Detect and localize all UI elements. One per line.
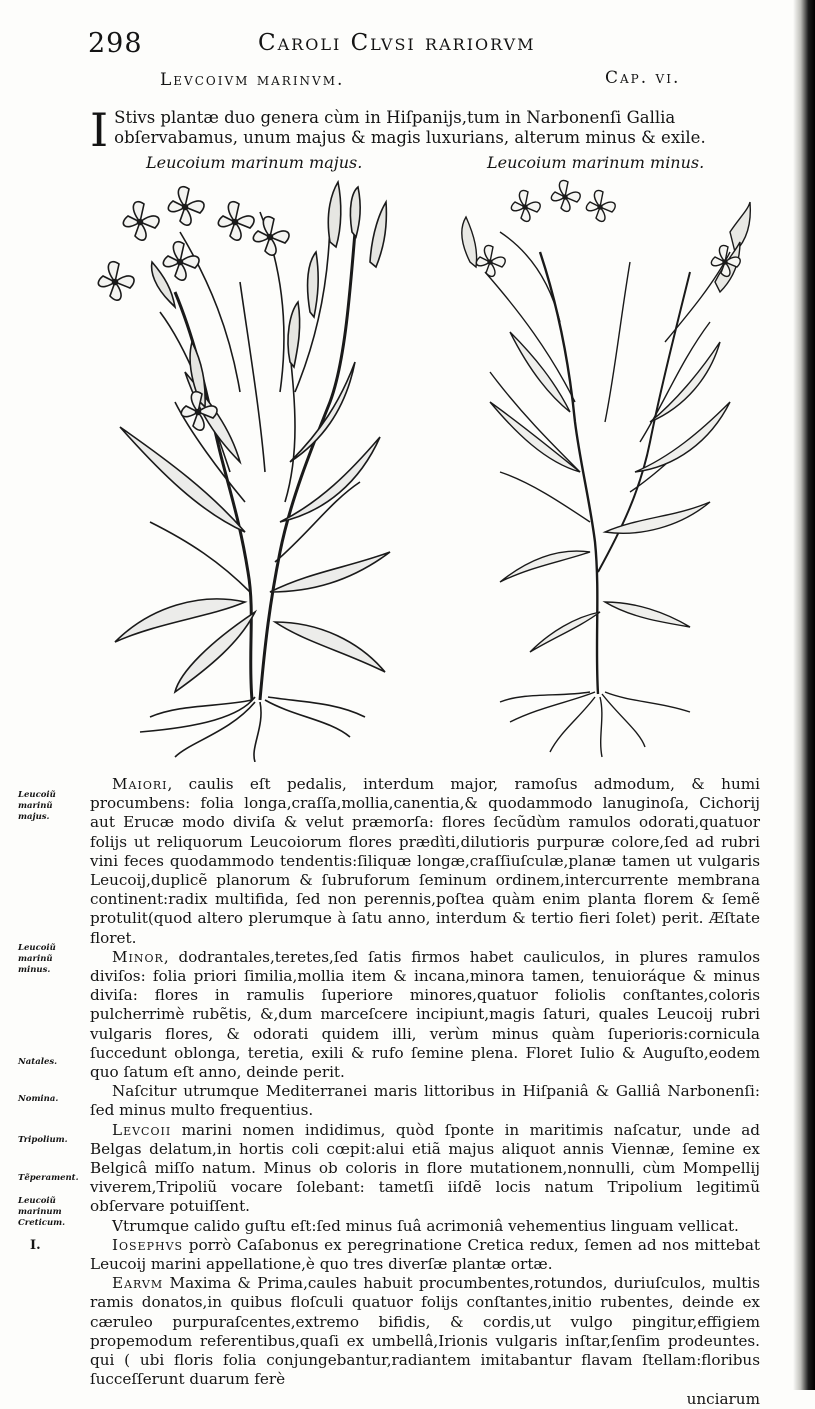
catchword: unciarum bbox=[686, 1389, 760, 1408]
intro-text: Stivs plantæ duo genera cùm in Hiſpanijs,tum in Narbonenſi Gallia obſervabamus, unum majus & magis luxurians, alterum minus & exile. bbox=[114, 108, 706, 147]
leaves-majus bbox=[115, 362, 390, 692]
margin-note-natales: Natales. bbox=[18, 1057, 58, 1067]
flowers-majus bbox=[98, 187, 289, 431]
paragraph-earum: Earvm Maxima & Prima,caules habuit procumbentes,rotundos, duriuſculos, multis ramis donatos,in quibus floſculi quatuor folijs conſtantes,initio rubentes, deinde ex cæruleo purpuraſcentes,extremo bifidis, & cordis,ut vulgo pingitur,effigiem propemodum referentibus,quaſi ex umbellâ,Irionis vulgaris inſtar,ſenſim prodeuntes. qui ( ubi floris folia conjungebantur,radiantem imitabantur flavam ſtellam:floribus ſucceſſerunt duarum ferè bbox=[90, 1274, 760, 1389]
body-text bbox=[90, 775, 760, 1409]
woodcut-illustration-minus bbox=[430, 172, 770, 762]
leaves-minus bbox=[490, 332, 730, 652]
margin-note-tripolium: Tripolium. bbox=[18, 1135, 68, 1145]
roots-minus bbox=[500, 692, 690, 757]
margin-note-minus: Leucoiũ marinũ minus. bbox=[18, 943, 56, 975]
paragraph-natales: Naſcitur utrumque Mediterranei maris littoribus in Hiſpaniâ & Galliâ Narbonenſi: ſed minus multo frequentius. bbox=[90, 1082, 760, 1120]
roots-majus bbox=[140, 697, 365, 762]
margin-note-temperament: Tẽperament. bbox=[18, 1173, 79, 1183]
figure-caption-right: Leucoium marinum minus. bbox=[487, 153, 705, 172]
margin-note-nomina: Nomina. bbox=[18, 1094, 59, 1104]
paragraph-temperament: Vtrumque calido guſtu eſt:ſed minus ſuâ acrimoniâ vehementius linguam vellicat. bbox=[112, 1216, 739, 1235]
paragraph-creticum: Iosephvs porrò Caſabonus ex peregrinatione Cretica redux, ſemen ad nos mittebat Leucoij marini appellatione,è quo tres diverſæ plantæ ortæ. bbox=[90, 1235, 760, 1274]
margin-note-majus: Leucoiũ marinũ majus. bbox=[18, 790, 56, 822]
paragraph-majus: Maiori, caulis eſt pedalis, interdum major, ramoſus admodum, & humi procumbens: folia longa,craſſa,mollia,canentia,& quodammodo lanuginoſa, Cichorij aut Erucæ modo diviſa & velut præmorſa: flores ſecũdùm ramulos odorati,quatuor folijs ut reliquorum Leucoiorum flores prædìti,dilutioris purpuræ colore,ſed ad rubri vini feces quodammodo tendentis:ſiliquæ longæ,craſſiuſculæ,planæ tamen ut vulgaris Leucoij,duplicẽ planorum & ſubruforum ſeminum ordinem,intercurrente membrana continent:radix multifida, ſed non perennis,poſtea quàm enim planta florem & ſemẽ protulit(quod altero plerumque à ſatu anno, interdum & tertio fieri ſolet) perit. Æſtate floret. bbox=[90, 775, 760, 947]
running-head: Caroli Clvsi rariorvm bbox=[258, 30, 536, 56]
page-number: 298 bbox=[88, 28, 143, 59]
margin-note-creticum: Leucoiũ marinum Creticum. bbox=[18, 1196, 66, 1228]
chapter-label: Cap. vi. bbox=[605, 68, 681, 88]
paragraph-nomina: Levcoii marini nomen indidimus, quòd ſponte in maritimis naſcatur, unde ad Belgas delatum,in hortis coli cœpit:alui etiã majus aliquot annis Viennæ, ſemine ex Belgicâ miſſo natum. Minus ob coloris in flore mutationem,nonnulli, cùm Mompellij viverem,Tripoliũ vocare ſolebant: tametſi iiſdẽ locis natum Tripolium legitimũ obſervare potuiſſent. bbox=[90, 1120, 760, 1216]
stem-majus bbox=[150, 212, 360, 700]
figure-caption-left: Leucoium marinum majus. bbox=[146, 153, 363, 172]
section-title: Levcoivm marinvm. bbox=[160, 70, 345, 90]
intro-paragraph bbox=[90, 103, 770, 157]
woodcut-illustration-majus bbox=[80, 172, 420, 762]
page-gutter-shadow bbox=[793, 0, 815, 1390]
paragraph-minus: Minor, dodrantales,teretes,ſed ſatis firmos habet cauliculos, in plures ramulos diviſos: folia priori ſimilia,mollia item & incana,minora tamen, tenuioráque & minus diviſa: flores in ramulis ſuperiore minores,quatuor foliolis conſtantes,coloris pulcherrimè rubẽtis, &,dum marceſcere incipiunt,magis ſaturi, quales Leucoij rubri vulgaris flores, & odorati quidem illi, verùm minus quàm ſuperioris:cornicula ſuccedunt oblonga, teretia, exili & rufo ſemine plena. Floret Iulio & Auguſto,eodem quo ſatum eſt anno, deinde perit. bbox=[90, 947, 760, 1082]
drop-initial: I bbox=[90, 103, 109, 157]
margin-note-numeral: I. bbox=[30, 1238, 41, 1253]
stem-minus bbox=[485, 232, 730, 694]
flowers-minus bbox=[476, 180, 740, 276]
seed-pods-minus bbox=[462, 202, 750, 292]
